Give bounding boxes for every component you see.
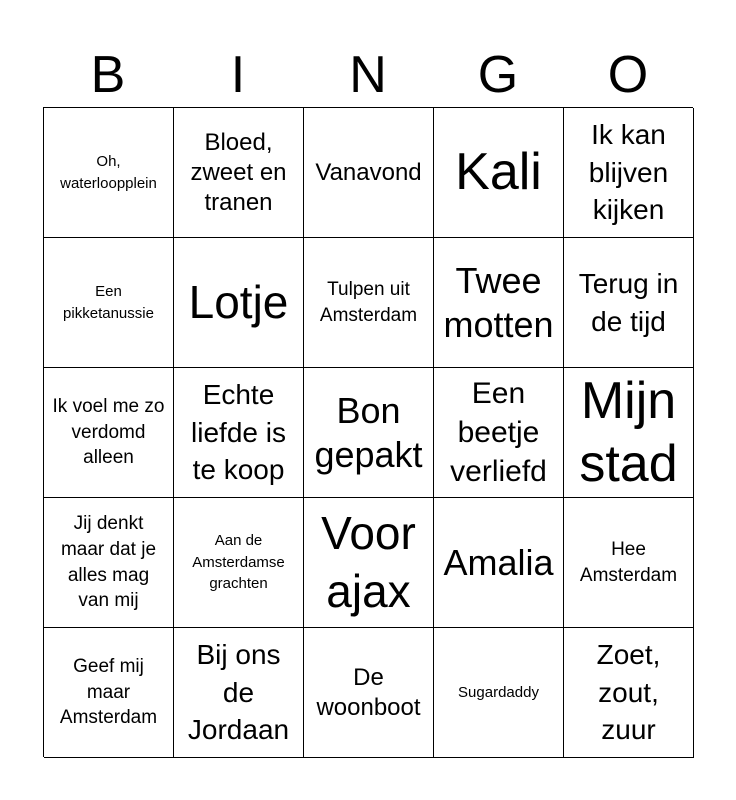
bingo-cell[interactable]: Lotje — [174, 238, 304, 368]
bingo-cell[interactable]: Tulpen uit Amsterdam — [304, 238, 434, 368]
header-letter-b: B — [90, 46, 126, 104]
bingo-cell[interactable]: Hee Amsterdam — [564, 498, 694, 628]
header-letter-n: N — [349, 46, 387, 104]
header-letter-g: G — [477, 46, 519, 104]
bingo-cell[interactable]: De woonboot — [304, 628, 434, 758]
bingo-header — [43, 42, 693, 108]
bingo-cell[interactable]: Twee motten — [434, 238, 564, 368]
bingo-cell[interactable]: Sugardaddy — [434, 628, 564, 758]
bingo-cell[interactable]: Echte liefde is te koop — [174, 368, 304, 498]
bingo-cell[interactable]: Bij ons de Jordaan — [174, 628, 304, 758]
bingo-cell[interactable]: Amalia — [434, 498, 564, 628]
bingo-cell[interactable]: Een beetje verliefd — [434, 368, 564, 498]
bingo-cell[interactable]: Ik voel me zo verdomd alleen — [44, 368, 174, 498]
header-letter-i: I — [230, 46, 246, 104]
bingo-cell[interactable]: Aan de Amsterdamse grachten — [174, 498, 304, 628]
bingo-cell[interactable]: Bon gepakt — [304, 368, 434, 498]
bingo-cell[interactable]: Zoet, zout, zuur — [564, 628, 694, 758]
bingo-cell[interactable]: Kali — [434, 108, 564, 238]
bingo-cell[interactable]: Een pikketanussie — [44, 238, 174, 368]
bingo-cell[interactable]: Vanavond — [304, 108, 434, 238]
bingo-grid — [43, 107, 693, 757]
bingo-cell[interactable]: Voor ajax — [304, 498, 434, 628]
header-letter-o: O — [607, 46, 649, 104]
bingo-cell[interactable]: Mijn stad — [564, 368, 694, 498]
bingo-cell[interactable]: Ik kan blijven kijken — [564, 108, 694, 238]
bingo-cell[interactable]: Geef mij maar Amsterdam — [44, 628, 174, 758]
bingo-cell[interactable]: Terug in de tijd — [564, 238, 694, 368]
bingo-cell[interactable]: Jij denkt maar dat je alles mag van mij — [44, 498, 174, 628]
bingo-cell[interactable]: Bloed, zweet en tranen — [174, 108, 304, 238]
bingo-cell[interactable]: Oh, waterloopplein — [44, 108, 174, 238]
